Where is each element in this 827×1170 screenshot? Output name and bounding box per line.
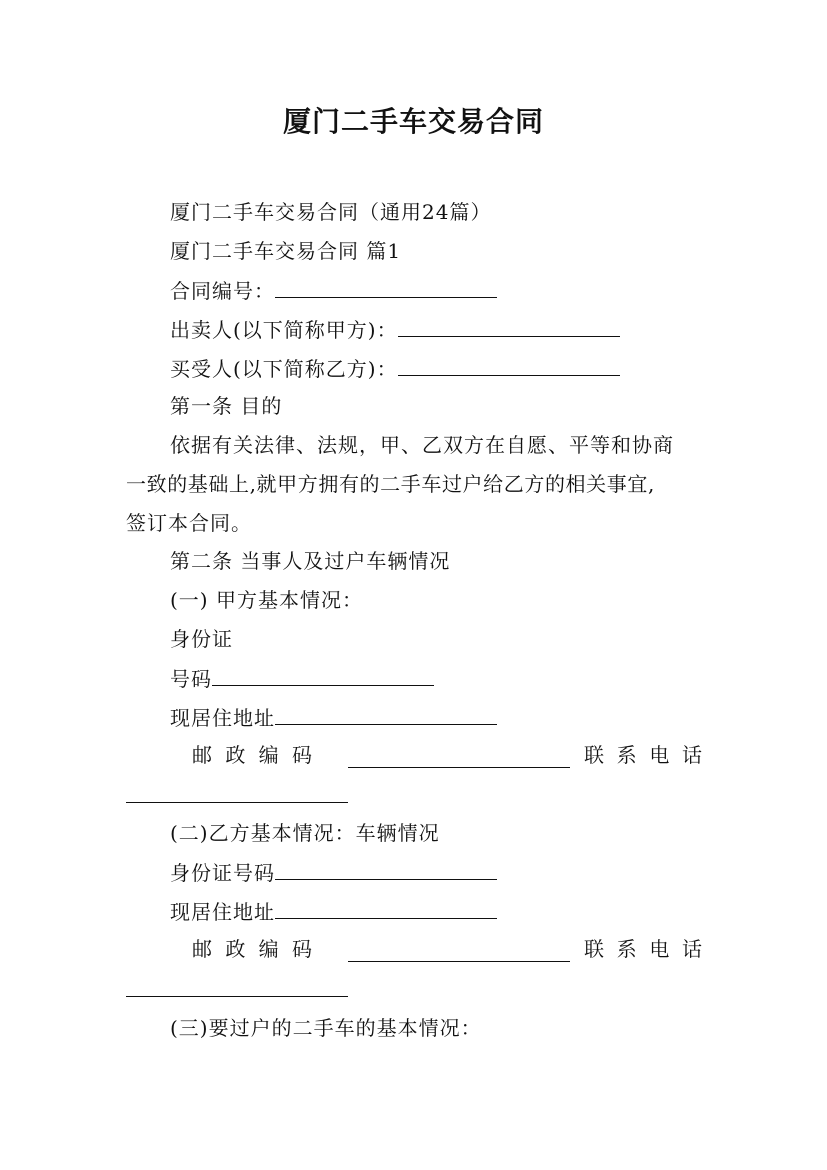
buyer-blank	[398, 355, 620, 376]
party-b-tel-label: 联 系 电 话	[584, 937, 702, 961]
seller-line	[170, 316, 620, 343]
party-a-zip-blank	[348, 747, 570, 768]
party-b-zip-blank	[348, 941, 570, 962]
article-two-heading: 第二条 当事人及过户车辆情况	[170, 549, 451, 573]
paragraph-line-2: 一致的基础上,就甲方拥有的二手车过户给乙方的相关事宜,	[126, 472, 655, 496]
party-a-address-label: 现居住地址	[170, 706, 275, 730]
party-b-id-line	[170, 859, 497, 886]
party-b-zip-label: 邮 政 编 码	[192, 937, 312, 961]
section-heading: 厦门二手车交易合同 篇1	[170, 239, 402, 263]
party-a-address-line	[170, 704, 497, 731]
article-one-heading: 第一条 目的	[170, 394, 283, 418]
vehicle-info-heading: (三)要过户的二手车的基本情况：	[170, 1016, 482, 1040]
party-a-heading: (一) 甲方基本情况：	[170, 588, 363, 612]
party-b-heading: (二)乙方基本情况：车辆情况	[170, 821, 440, 845]
party-b-id-blank	[275, 859, 497, 880]
party-b-address-label: 现居住地址	[170, 900, 275, 924]
party-a-tel-label: 联 系 电 话	[584, 743, 702, 767]
subtitle-line: 厦门二手车交易合同（通用24篇）	[170, 200, 492, 224]
party-b-address-blank	[275, 898, 497, 919]
contract-number-line	[170, 277, 497, 304]
paragraph-line-1: 依据有关法律、法规，甲、乙双方在自愿、平等和协商	[170, 433, 674, 457]
party-a-address-blank	[275, 704, 497, 725]
seller-blank	[398, 316, 620, 337]
party-a-zip-label: 邮 政 编 码	[192, 743, 312, 767]
party-a-id-number-label: 号码	[170, 667, 212, 691]
party-a-id-number-blank	[212, 665, 434, 686]
seller-label: 出卖人(以下简称甲方)：	[170, 318, 398, 342]
party-b-id-label: 身份证号码	[170, 861, 275, 885]
party-b-tel-blank	[126, 996, 348, 997]
buyer-label: 买受人(以下简称乙方)：	[170, 357, 398, 381]
paragraph-line-3: 签订本合同。	[126, 511, 252, 535]
document-title: 厦门二手车交易合同	[282, 105, 544, 138]
contract-number-label: 合同编号：	[170, 279, 275, 303]
party-a-zip-tel-line	[126, 742, 702, 768]
party-a-id-number-line	[170, 665, 434, 692]
party-a-tel-blank	[126, 802, 348, 803]
buyer-line	[170, 355, 620, 382]
party-b-zip-tel-line	[126, 936, 702, 962]
party-a-id-label: 身份证	[170, 627, 233, 651]
contract-number-blank	[275, 277, 497, 298]
party-b-address-line	[170, 898, 497, 925]
